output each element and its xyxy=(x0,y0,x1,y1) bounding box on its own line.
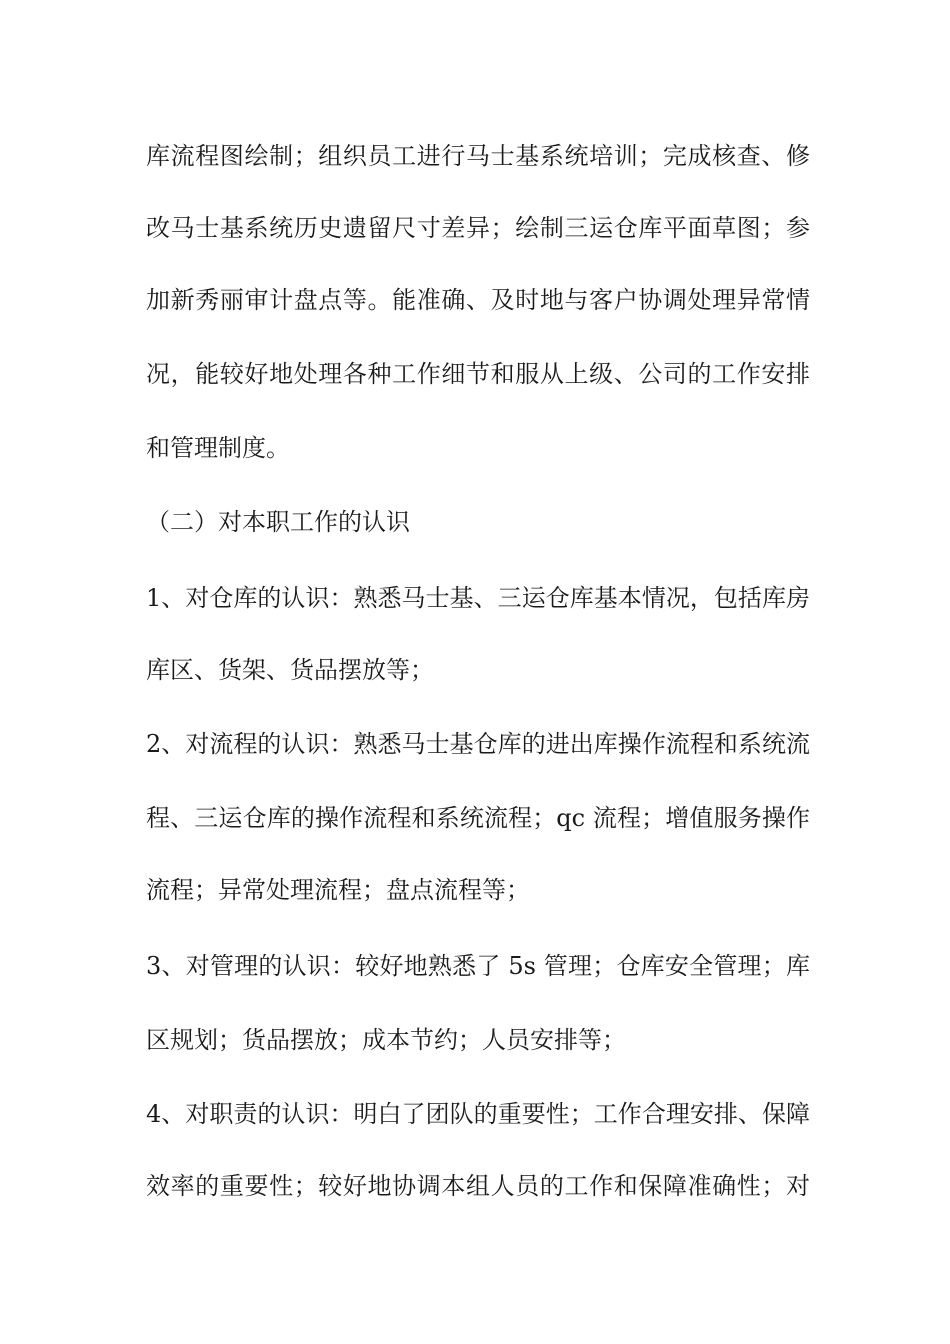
paragraph-line: 加新秀丽审计盘点等。能准确、及时地与客户协调处理异常情 xyxy=(146,286,810,314)
paragraph-line: 库流程图绘制；组织员工进行马士基系统培训；完成核查、修 xyxy=(146,142,810,170)
paragraph-line: 程、三运仓库的操作流程和系统流程；qc 流程；增值服务操作 xyxy=(146,804,810,832)
paragraph-line: 区规划；货品摆放；成本节约；人员安排等； xyxy=(146,1026,626,1054)
paragraph-line: 3、对管理的认识：较好地熟悉了 5s 管理；仓库安全管理；库 xyxy=(146,952,810,980)
paragraph-line: 2、对流程的认识：熟悉马士基仓库的进出库操作流程和系统流 xyxy=(146,730,810,758)
paragraph-line: 库区、货架、货品摆放等； xyxy=(146,656,434,684)
paragraph-line: 改马士基系统历史遗留尺寸差异；绘制三运仓库平面草图；参 xyxy=(146,214,810,242)
paragraph-line: 和管理制度。 xyxy=(146,434,290,462)
paragraph-line: 4、对职责的认识：明白了团队的重要性；工作合理安排、保障 xyxy=(146,1100,810,1128)
paragraph-line: 1、对仓库的认识：熟悉马士基、三运仓库基本情况，包括库房 xyxy=(146,584,810,612)
paragraph-line: 流程；异常处理流程；盘点流程等； xyxy=(146,876,530,904)
paragraph-line: 效率的重要性；较好地协调本组人员的工作和保障准确性；对 xyxy=(146,1172,810,1200)
paragraph-line: 况，能较好地处理各种工作细节和服从上级、公司的工作安排 xyxy=(146,360,810,388)
section-heading: （二）对本职工作的认识 xyxy=(146,508,410,536)
